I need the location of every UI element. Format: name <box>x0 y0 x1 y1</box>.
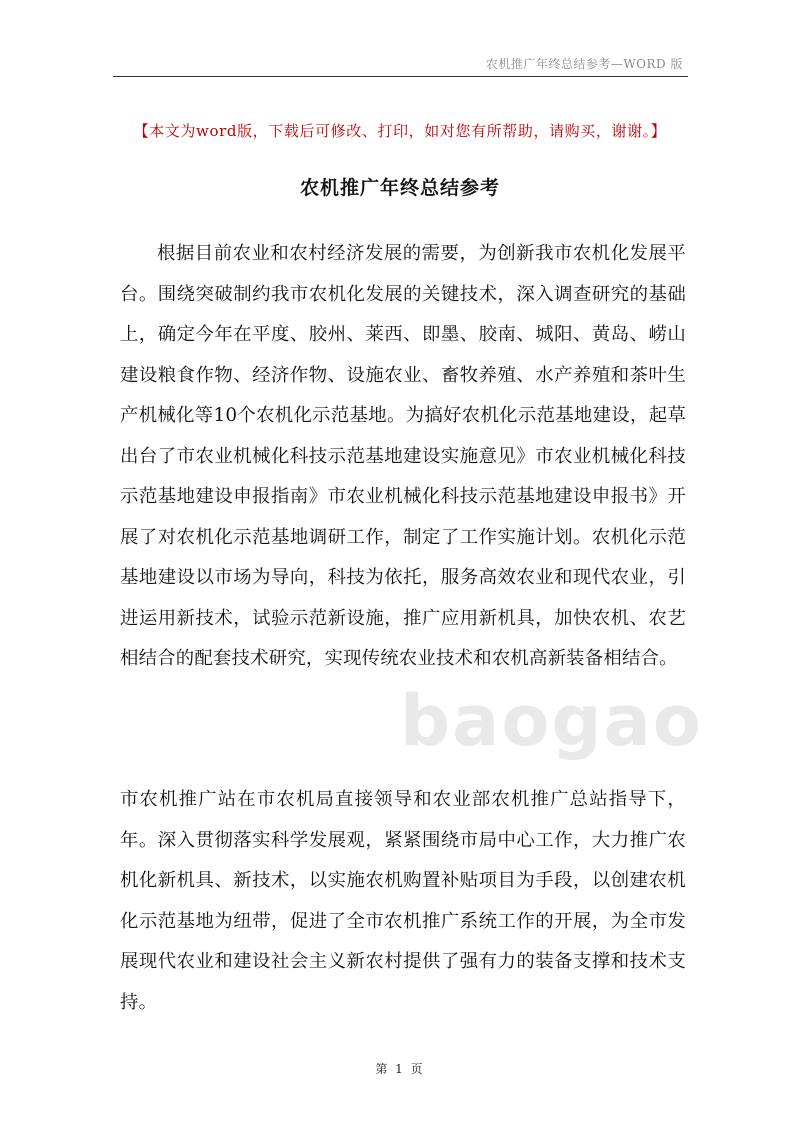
watermark-logo: baogao <box>400 680 703 762</box>
body-paragraph-1: 根据目前农业和农村经济发展的需要，为创新我市农机化发展平台。围绕突破制约我市农机化发展的关键技术，深入调查研究的基础上，确定今年在平度、胶州、莱西、即墨、胶南、城阳、黄岛、崂山建设粮食作物、经济作物、设施农业、畜牧养殖、水产养殖和茶叶生产机械化等10个农机化示范基地。为搞好农机化示范基地建设，起草出台了市农业机械化科技示范基地建设实施意见》市农业机械化科技示范基地建设申报指南》市农业机械化科技示范基地建设申报书》开展了对农机化示范基地调研工作，制定了工作实施计划。农机化示范基地建设以市场为导向，科技为依托，服务高效农业和现代农业，引进运用新技术，试验示范新设施，推广应用新机具，加快农机、农艺相结合的配套技术研究，实现传统农业技术和农机高新装备相结合。 <box>120 243 686 669</box>
header-divider <box>113 76 688 77</box>
page-number: 第 1 页 <box>375 1062 425 1076</box>
document-title: 农机推广年终总结参考 <box>299 177 500 199</box>
running-header: 农机推广年终总结参考—WORD 版 <box>485 57 683 71</box>
download-notice: 【本文为word版，下载后可修改、打印，如对您有所帮助，请购买，谢谢。】 <box>133 122 667 140</box>
body-paragraph-2: 市农机推广站在市农机局直接领导和农业部农机推广总站指导下，年。深入贯彻落实科学发展观，紧紧围绕市局中心工作，大力推广农机化新机具、新技术，以实施农机购置补贴项目为手段，以创建农机化示范基地为纽带，促进了全市农机推广系统工作的开展，为全市发展现代农业和建设社会主义新农村提供了强有力的装备支撑和技术支持。 <box>120 789 686 1013</box>
